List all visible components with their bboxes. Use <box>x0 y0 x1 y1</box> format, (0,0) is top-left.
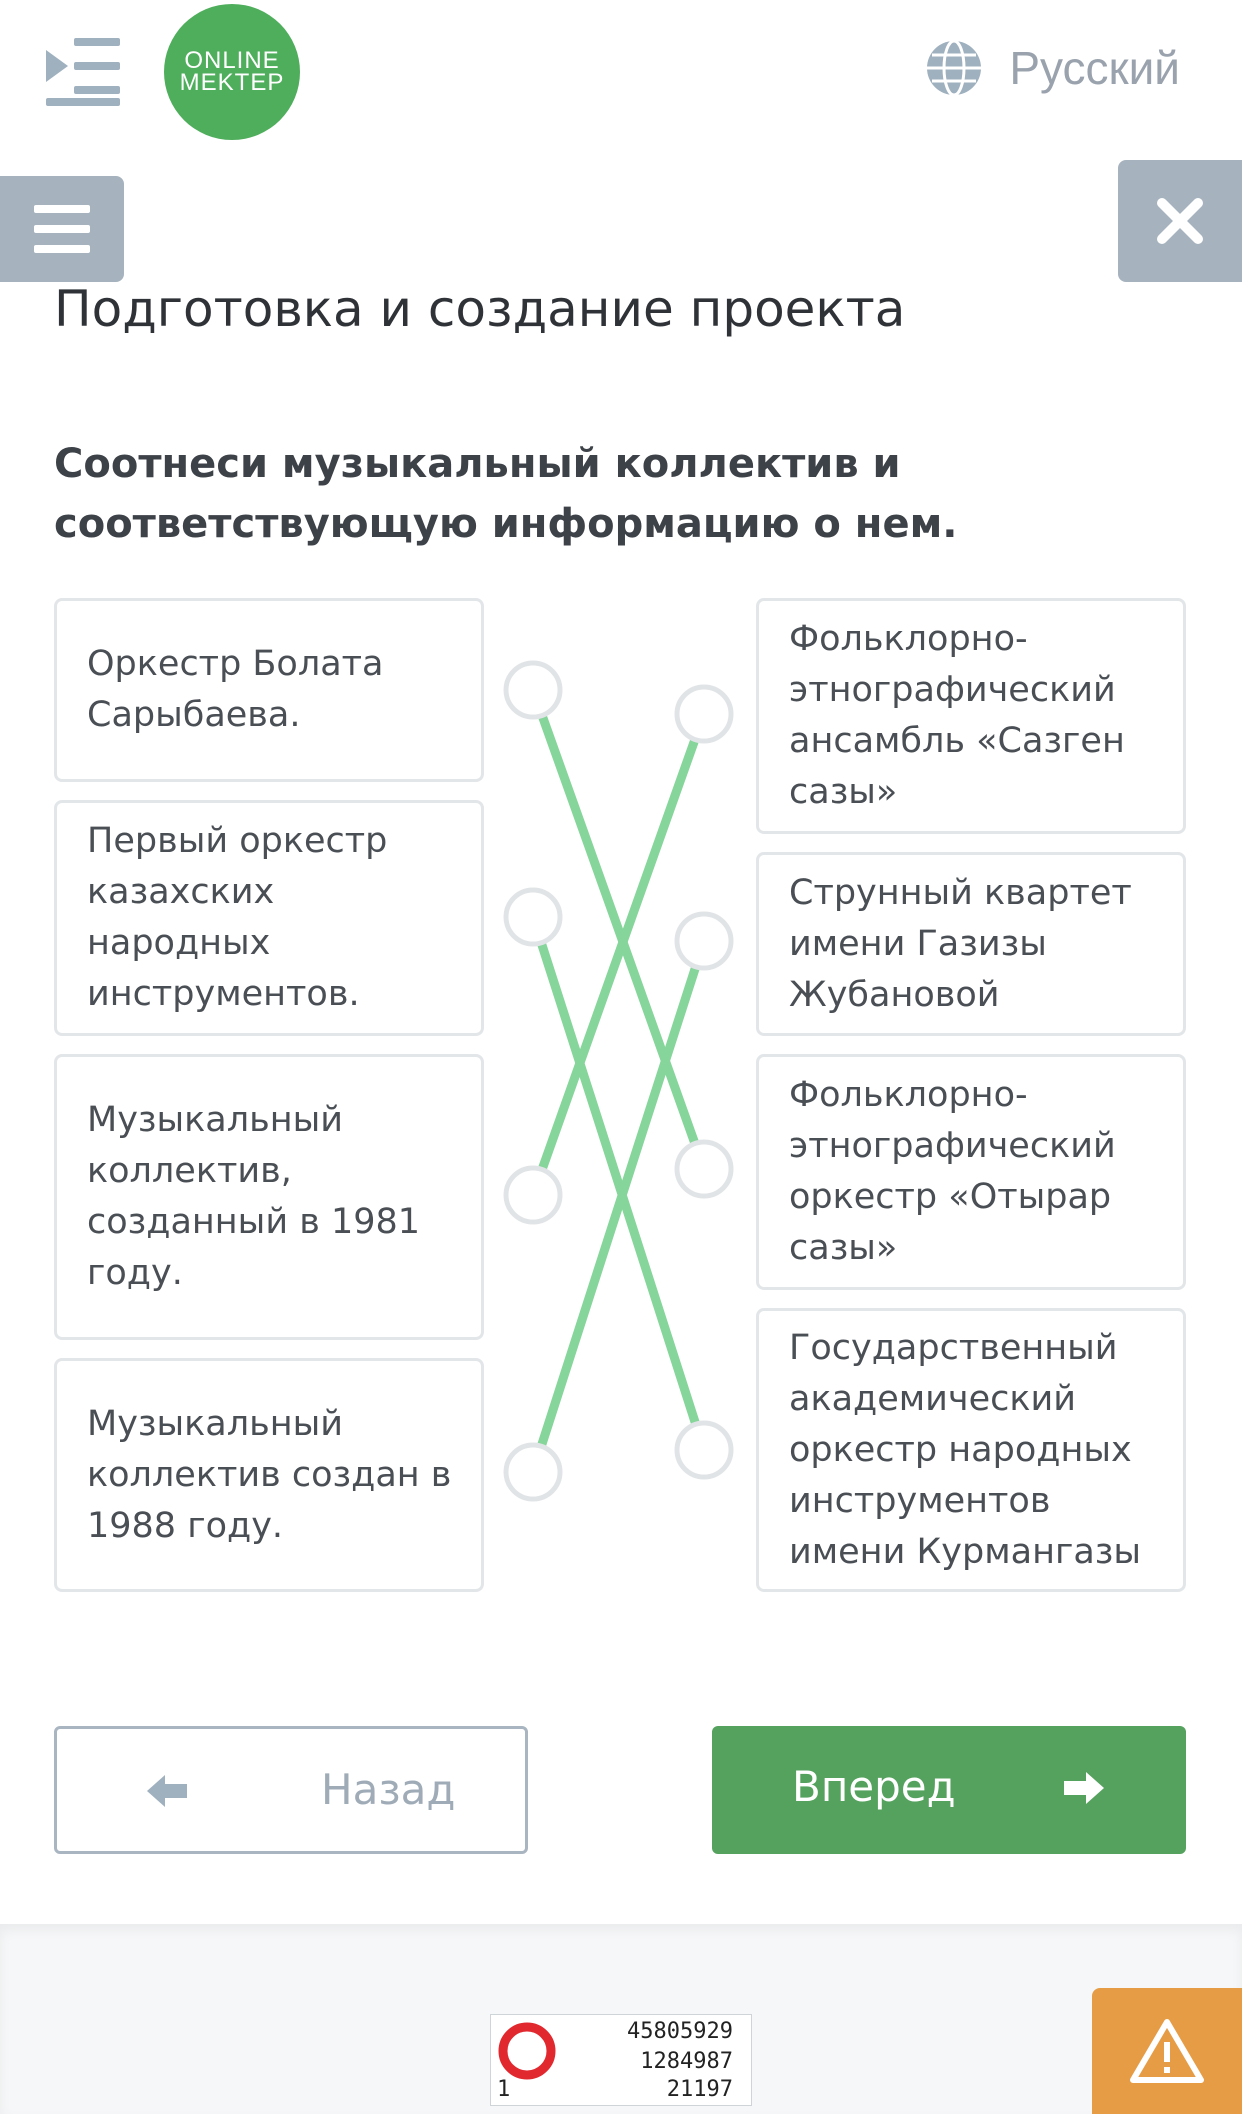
language-label: Русский <box>1009 42 1180 94</box>
next-button[interactable] <box>712 1726 1186 1854</box>
card-line: Сарыбаева. <box>87 695 301 735</box>
card-line: оркестр «Отырар <box>789 1177 1112 1217</box>
counter-widget[interactable] <box>490 2014 752 2106</box>
card-line: Фольклорно- <box>789 1075 1028 1115</box>
report-problem-button[interactable] <box>1092 1988 1242 2114</box>
card-line: Оркестр Болата <box>87 644 384 684</box>
card-line: коллектив, <box>87 1151 292 1191</box>
next-label: Вперед <box>792 1762 956 1811</box>
card-line: Музыкальный <box>87 1403 344 1444</box>
card-line: Государственный <box>789 1327 1118 1368</box>
circle-logo-icon <box>495 2019 559 2083</box>
card-line: Жубановой <box>789 974 1000 1015</box>
card-line: сазы» <box>789 1228 898 1268</box>
card-line: коллектив создан в <box>87 1454 452 1495</box>
page-title: Подготовка и создание проекта <box>54 280 906 338</box>
back-label: Назад <box>321 1765 456 1814</box>
counter-value-4: 1 <box>497 2077 511 2102</box>
back-button[interactable] <box>54 1726 528 1854</box>
card-line: созданный в 1981 <box>87 1202 421 1242</box>
warning-icon <box>1129 2018 1205 2084</box>
counter-value-2: 1284987 <box>640 2049 733 2074</box>
right-connector-4[interactable] <box>677 1423 731 1477</box>
card-line: имени Газизы <box>789 923 1047 964</box>
arrow-right-icon <box>1062 1770 1106 1806</box>
right-connector-2[interactable] <box>677 914 731 968</box>
card-line: 1988 году. <box>87 1505 284 1546</box>
card-line: Первый оркестр <box>87 821 388 861</box>
card-line: этнографический <box>789 670 1116 710</box>
card-line: ансамбль «Сазген <box>789 721 1125 761</box>
card-line: Струнный квартет <box>789 872 1132 913</box>
card-line: Фольклорно- <box>789 619 1028 659</box>
card-line: этнографический <box>789 1126 1116 1166</box>
card-line: инструментов <box>789 1480 1051 1521</box>
left-connector-4[interactable] <box>506 1445 560 1499</box>
left-connector-2[interactable] <box>506 890 560 944</box>
card-line: сазы» <box>789 772 898 812</box>
card-line: году. <box>87 1253 183 1293</box>
counter-value-3: 21197 <box>666 2077 733 2102</box>
logo-line-1: ONLINE <box>184 47 280 74</box>
logo-line-2: MEKTEP <box>179 69 285 96</box>
right-connector-1[interactable] <box>677 687 731 741</box>
card-line: имени Курмангазы <box>789 1531 1142 1572</box>
right-connector-3[interactable] <box>677 1142 731 1196</box>
left-connector-1[interactable] <box>506 663 560 717</box>
arrow-left-icon <box>145 1773 189 1809</box>
card-line: Музыкальный <box>87 1100 344 1140</box>
counter-value-1: 45805929 <box>627 2019 733 2044</box>
card-line: казахских народных <box>87 872 275 963</box>
left-connector-3[interactable] <box>506 1168 560 1222</box>
card-line: академический <box>789 1378 1077 1419</box>
question-text: Соотнеси музыкальный коллектив и соответствующую информацию о нем. <box>54 441 958 547</box>
card-line: оркестр народных <box>789 1429 1132 1470</box>
card-line: инструментов. <box>87 974 360 1014</box>
